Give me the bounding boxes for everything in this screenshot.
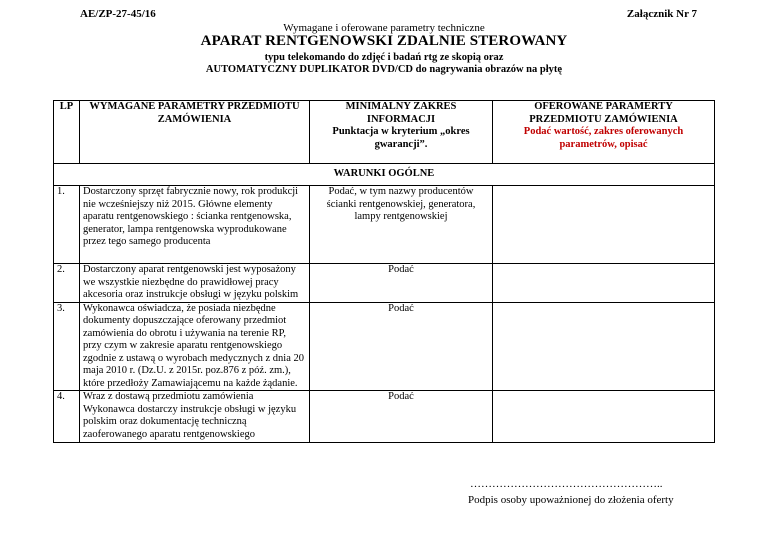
row-requirement: Dostarczony sprzęt fabrycznie nowy, rok produkcji nie wcześniejszy niż 2015. Główne elementy aparatu rentgenowskiego : ścianka rentgenowska, generator, lampa rentgenowska wyprodukowane przez tego samego producenta — [80, 186, 310, 264]
row-offered[interactable] — [493, 391, 715, 443]
document-subtitle: Wymagane i oferowane parametry techniczne — [283, 22, 485, 34]
row-lp: 2. — [54, 264, 80, 303]
row-minimum: Podać, w tym nazwy producentów ścianki rentgenowskiej, generatora, lampy rentgenowskiej — [310, 186, 493, 264]
table-row — [54, 391, 715, 443]
row-requirement: Wraz z dostawą przedmiotu zamówienia Wykonawca dostarczy instrukcje obsługi w języku polskim oraz dokumentację techniczną zaoferowanego aparatu rentgenowskiego — [80, 391, 310, 443]
document-title: APARAT RENTGENOWSKI ZDALNIE STEROWANY — [200, 33, 568, 49]
device-type-line: typu telekomando do zdjęć i badań rtg ze skopią oraz — [264, 52, 504, 63]
header-min-line2: INFORMACJI — [366, 113, 436, 125]
row-lp: 4. — [54, 391, 80, 443]
row-requirement: Dostarczony aparat rentgenowski jest wyposażony we wszystkie niezbędne do prawidłowej pracy akcesoria oraz instrukcje obsługi w języku polskim — [80, 264, 310, 303]
signature-line: …………………………………………….. — [470, 478, 663, 490]
header-minimum-scope — [310, 101, 493, 164]
row-offered[interactable] — [493, 264, 715, 303]
header-min-line4: gwarancji”. — [374, 138, 428, 150]
table-header-row — [54, 101, 715, 164]
row-minimum: Podać — [310, 391, 493, 443]
section-row — [54, 164, 715, 186]
row-requirement: Wykonawca oświadcza, że posiada niezbędne dokumenty dopuszczające oferowany przedmiot zamówienia do obrotu i używania na terenie RP, przy czym w zakresie aparatu rentgenowskiego zgodnie z ustawą o wyrobach medycznych z dnia 20 maja 2010 r. (Dz.U. z 2015r. poz.876 z póź. zm.), które przedłoży Zamawiającemu na każde żądanie. — [80, 302, 310, 391]
duplicator-line: AUTOMATYCZNY DUPLIKATOR DVD/CD do nagrywania obrazów na płytę — [205, 64, 563, 75]
section-title: WARUNKI OGÓLNE — [54, 164, 715, 186]
header-offered-line4: parametrów, opisać — [559, 138, 648, 150]
signature-label: Podpis osoby upoważnionej do złożenia oferty — [468, 494, 674, 506]
attachment-number: Załącznik Nr 7 — [626, 8, 697, 20]
header-required-line1: WYMAGANE PARAMETRY PRZEDMIOTU — [89, 101, 300, 112]
table-row — [54, 186, 715, 264]
header-min-line1: MINIMALNY ZAKRES — [345, 101, 457, 112]
parameters-table — [53, 100, 715, 443]
row-lp: 1. — [54, 186, 80, 264]
header-required-params — [80, 101, 310, 164]
header-min-line3: Punktacja w kryterium „okres — [332, 126, 470, 137]
row-offered[interactable] — [493, 302, 715, 391]
header-offered-line2: PRZEDMIOTU ZAMÓWIENIA — [529, 113, 678, 125]
header-offered-line3: Podać wartość, zakres oferowanych — [523, 126, 684, 137]
row-minimum: Podać — [310, 302, 493, 391]
document-reference: AE/ZP-27-45/16 — [80, 8, 156, 20]
row-offered[interactable] — [493, 186, 715, 264]
table-row — [54, 264, 715, 303]
header-offered-params — [493, 101, 715, 164]
header-required-line2: ZAMÓWIENIA — [157, 113, 232, 125]
row-lp: 3. — [54, 302, 80, 391]
header-lp: LP — [54, 101, 80, 164]
table-row — [54, 302, 715, 391]
row-minimum: Podać — [310, 264, 493, 303]
header-offered-line1: OFEROWANE PARAMERTY — [534, 101, 673, 112]
